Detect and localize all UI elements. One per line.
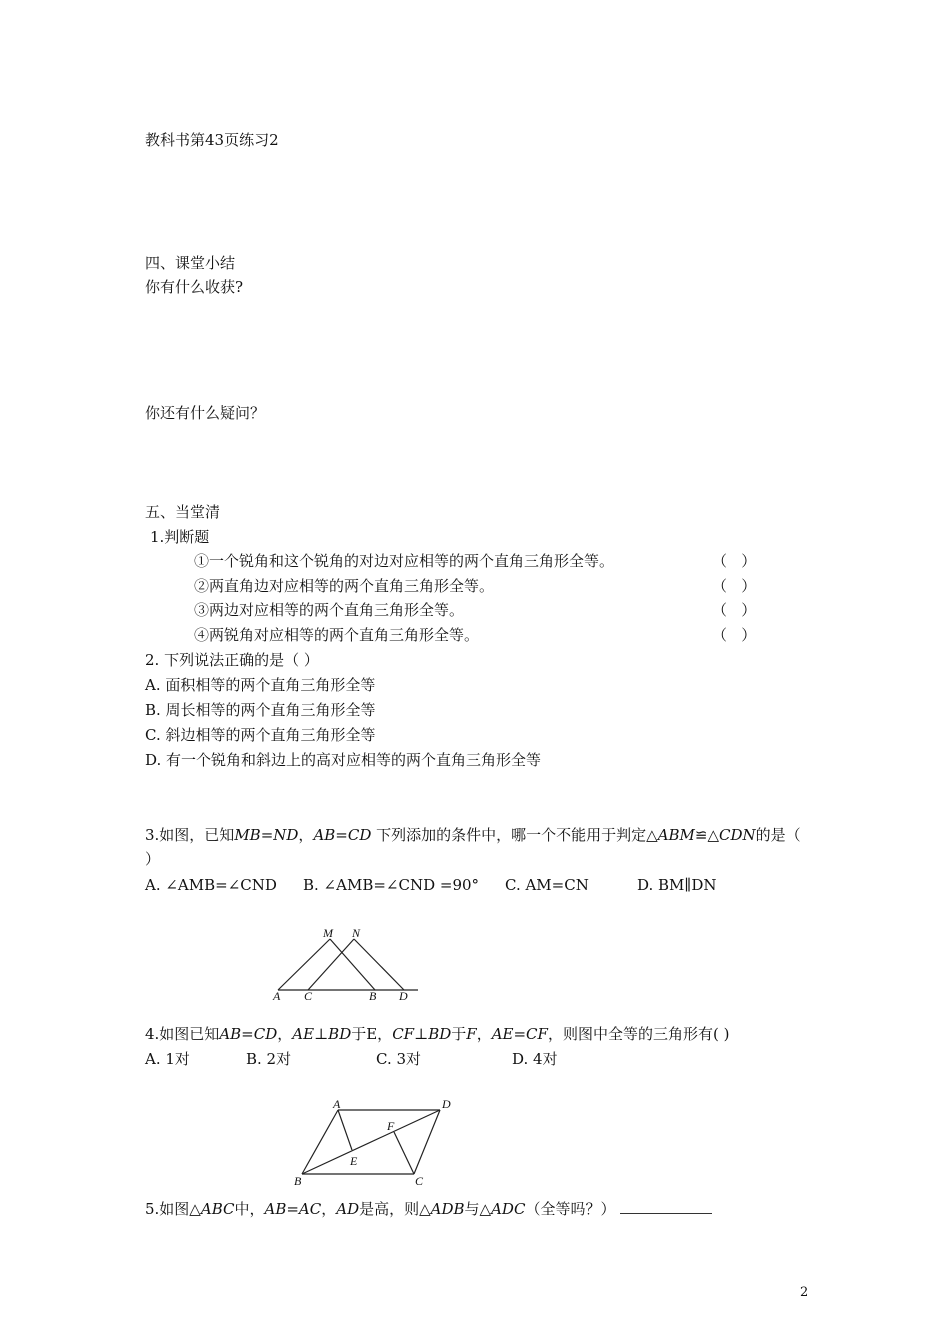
label-e: E <box>350 1154 358 1168</box>
judge-title: 1.判断题 <box>150 528 210 546</box>
q2-option-a[interactable]: A. 面积相等的两个直角三角形全等 <box>145 676 376 694</box>
label-f: F <box>387 1119 395 1133</box>
question-doubt: 你还有什么疑问？ <box>145 404 266 422</box>
q3-stem: 3.如图，已知MB=ND，AB=CD 下列添加的条件中，哪一个不能用于判定△ABM≌△CDN的是（ <box>145 826 801 844</box>
label-c: C <box>304 989 313 1002</box>
judge-item: ③两边对应相等的两个直角三角形全等。 <box>194 601 465 619</box>
q3-option-b[interactable]: B. ∠AMB=∠CND =90° <box>303 876 480 894</box>
segment-ae <box>338 1110 352 1150</box>
q4-option-d[interactable]: D. 4对 <box>512 1050 558 1068</box>
label-d: D <box>442 1097 451 1111</box>
answer-paren[interactable]: （ ） <box>712 577 757 595</box>
q3-figure <box>268 924 428 1002</box>
segment-cf <box>394 1132 414 1174</box>
section-heading-quiz: 五、当堂清 <box>145 503 221 521</box>
segment-cn <box>308 939 354 990</box>
label-c: C <box>415 1174 424 1188</box>
judge-item: ②两直角边对应相等的两个直角三角形全等。 <box>194 577 495 595</box>
segment-mb <box>330 939 375 990</box>
label-d: D <box>399 989 408 1002</box>
label-b: B <box>369 989 377 1002</box>
label-a: A <box>333 1097 341 1111</box>
q4-stem: 4.如图已知AB=CD，AE⊥BD于E，CF⊥BD于F，AE=CF，则图中全等的三角形有( ) <box>145 1025 730 1043</box>
exercise-reference: 教科书第43页练习2 <box>145 131 279 149</box>
judge-item: ④两锐角对应相等的两个直角三角形全等。 <box>194 626 480 644</box>
q4-option-a[interactable]: A. 1对 <box>145 1050 190 1068</box>
answer-blank[interactable] <box>620 1199 712 1214</box>
q3-option-c[interactable]: C. AM=CN <box>505 876 589 894</box>
q4-figure <box>290 1094 470 1188</box>
q4-option-c[interactable]: C. 3对 <box>376 1050 422 1068</box>
q2-stem: 2. 下列说法正确的是（ ） <box>145 651 319 669</box>
diagonal-bd <box>302 1110 440 1174</box>
q5-stem: 5.如图△ABC中，AB=AC，AD是高，则△ADB与△ADC（全等吗？） <box>145 1199 712 1219</box>
section-heading-summary: 四、课堂小结 <box>145 254 236 272</box>
q2-option-b[interactable]: B. 周长相等的两个直角三角形全等 <box>145 701 376 719</box>
q2-option-d[interactable]: D. 有一个锐角和斜边上的高对应相等的两个直角三角形全等 <box>145 751 542 769</box>
label-m: M <box>323 926 333 940</box>
judge-item: ①一个锐角和这个锐角的对边对应相等的两个直角三角形全等。 <box>194 552 615 570</box>
label-n: N <box>352 926 361 940</box>
q3-option-a[interactable]: A. ∠AMB=∠CND <box>145 876 277 894</box>
answer-paren[interactable]: （ ） <box>712 626 757 644</box>
q4-option-b[interactable]: B. 2对 <box>246 1050 292 1068</box>
q3-stem-cont: ） <box>145 850 161 868</box>
segment-am <box>278 939 330 990</box>
answer-paren[interactable]: （ ） <box>712 552 757 570</box>
page-number: 2 <box>800 1285 809 1300</box>
q3-option-d[interactable]: D. BM∥DN <box>637 876 717 894</box>
q2-option-c[interactable]: C. 斜边相等的两个直角三角形全等 <box>145 726 376 744</box>
label-b: B <box>294 1174 302 1188</box>
question-gain: 你有什么收获? <box>145 278 244 296</box>
segment-ba <box>302 1110 338 1174</box>
answer-paren[interactable]: （ ） <box>712 601 757 619</box>
label-a: A <box>273 989 281 1002</box>
segment-nd <box>354 939 404 990</box>
